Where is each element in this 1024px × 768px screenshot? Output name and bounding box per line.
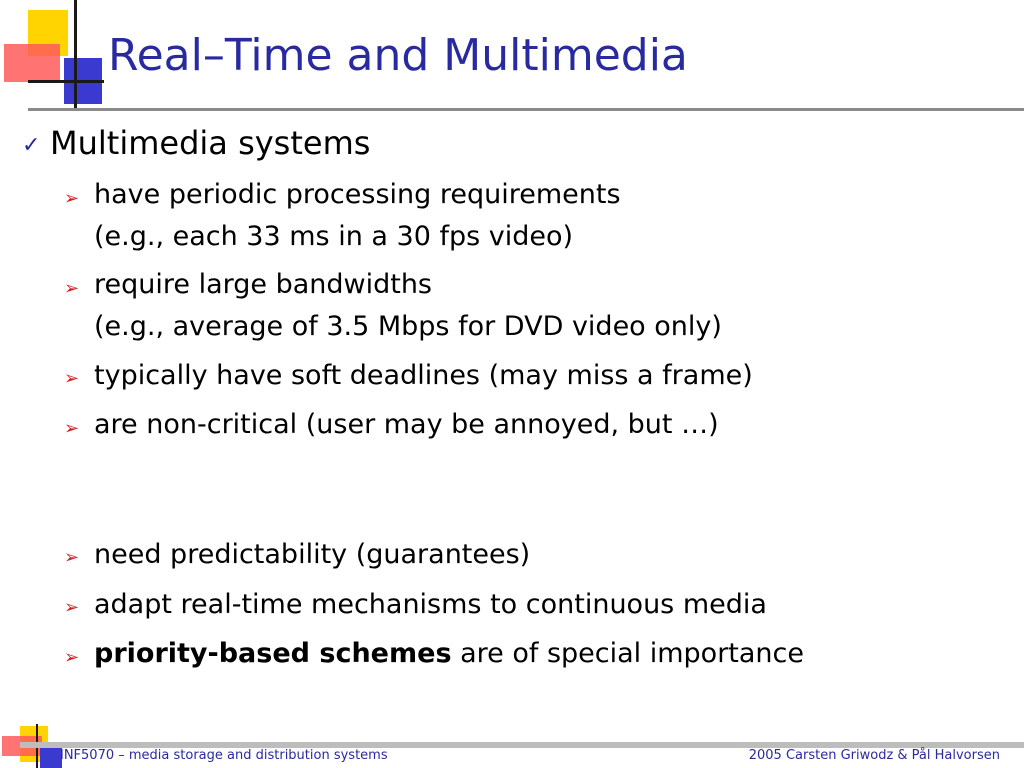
- bullet-2-line-2: (e.g., average of 3.5 Mbps for DVD video only): [94, 311, 722, 342]
- check-icon: ✓: [22, 133, 41, 158]
- arrow-bullet-icon: ➢: [64, 278, 80, 299]
- bullet-1-line-1: have periodic processing requirements: [94, 179, 621, 210]
- footer-credits: 2005 Carsten Griwodz & Pål Halvorsen: [748, 748, 1000, 763]
- footer-course: INF5070 – media storage and distribution systems: [60, 748, 388, 763]
- level1-heading: Multimedia systems: [50, 124, 371, 162]
- bullet-7-bold: priority-based schemes: [94, 638, 452, 669]
- bullet-2-line-1: require large bandwidths: [94, 269, 433, 300]
- footer-logo-blue: [40, 746, 62, 768]
- bullet-7: [94, 635, 804, 673]
- bullet-6: adapt real-time mechanisms to continuous media: [94, 589, 767, 620]
- arrow-bullet-icon: ➢: [64, 597, 80, 618]
- arrow-bullet-icon: ➢: [64, 547, 80, 568]
- bullet-1-line-2: (e.g., each 33 ms in a 30 fps video): [94, 221, 574, 252]
- arrow-bullet-icon: ➢: [64, 418, 80, 439]
- arrow-bullet-icon: ➢: [64, 368, 80, 389]
- arrow-bullet-icon: ➢: [64, 647, 80, 668]
- bullet-7-rest: are of special importance: [451, 638, 805, 669]
- slide-title: Real–Time and Multimedia: [108, 30, 688, 81]
- bullet-4: are non-critical (user may be annoyed, but …): [94, 409, 719, 440]
- bullet-5: need predictability (guarantees): [94, 539, 531, 570]
- bullet-3: typically have soft deadlines (may miss a frame): [94, 360, 753, 391]
- arrow-bullet-icon: ➢: [64, 188, 80, 209]
